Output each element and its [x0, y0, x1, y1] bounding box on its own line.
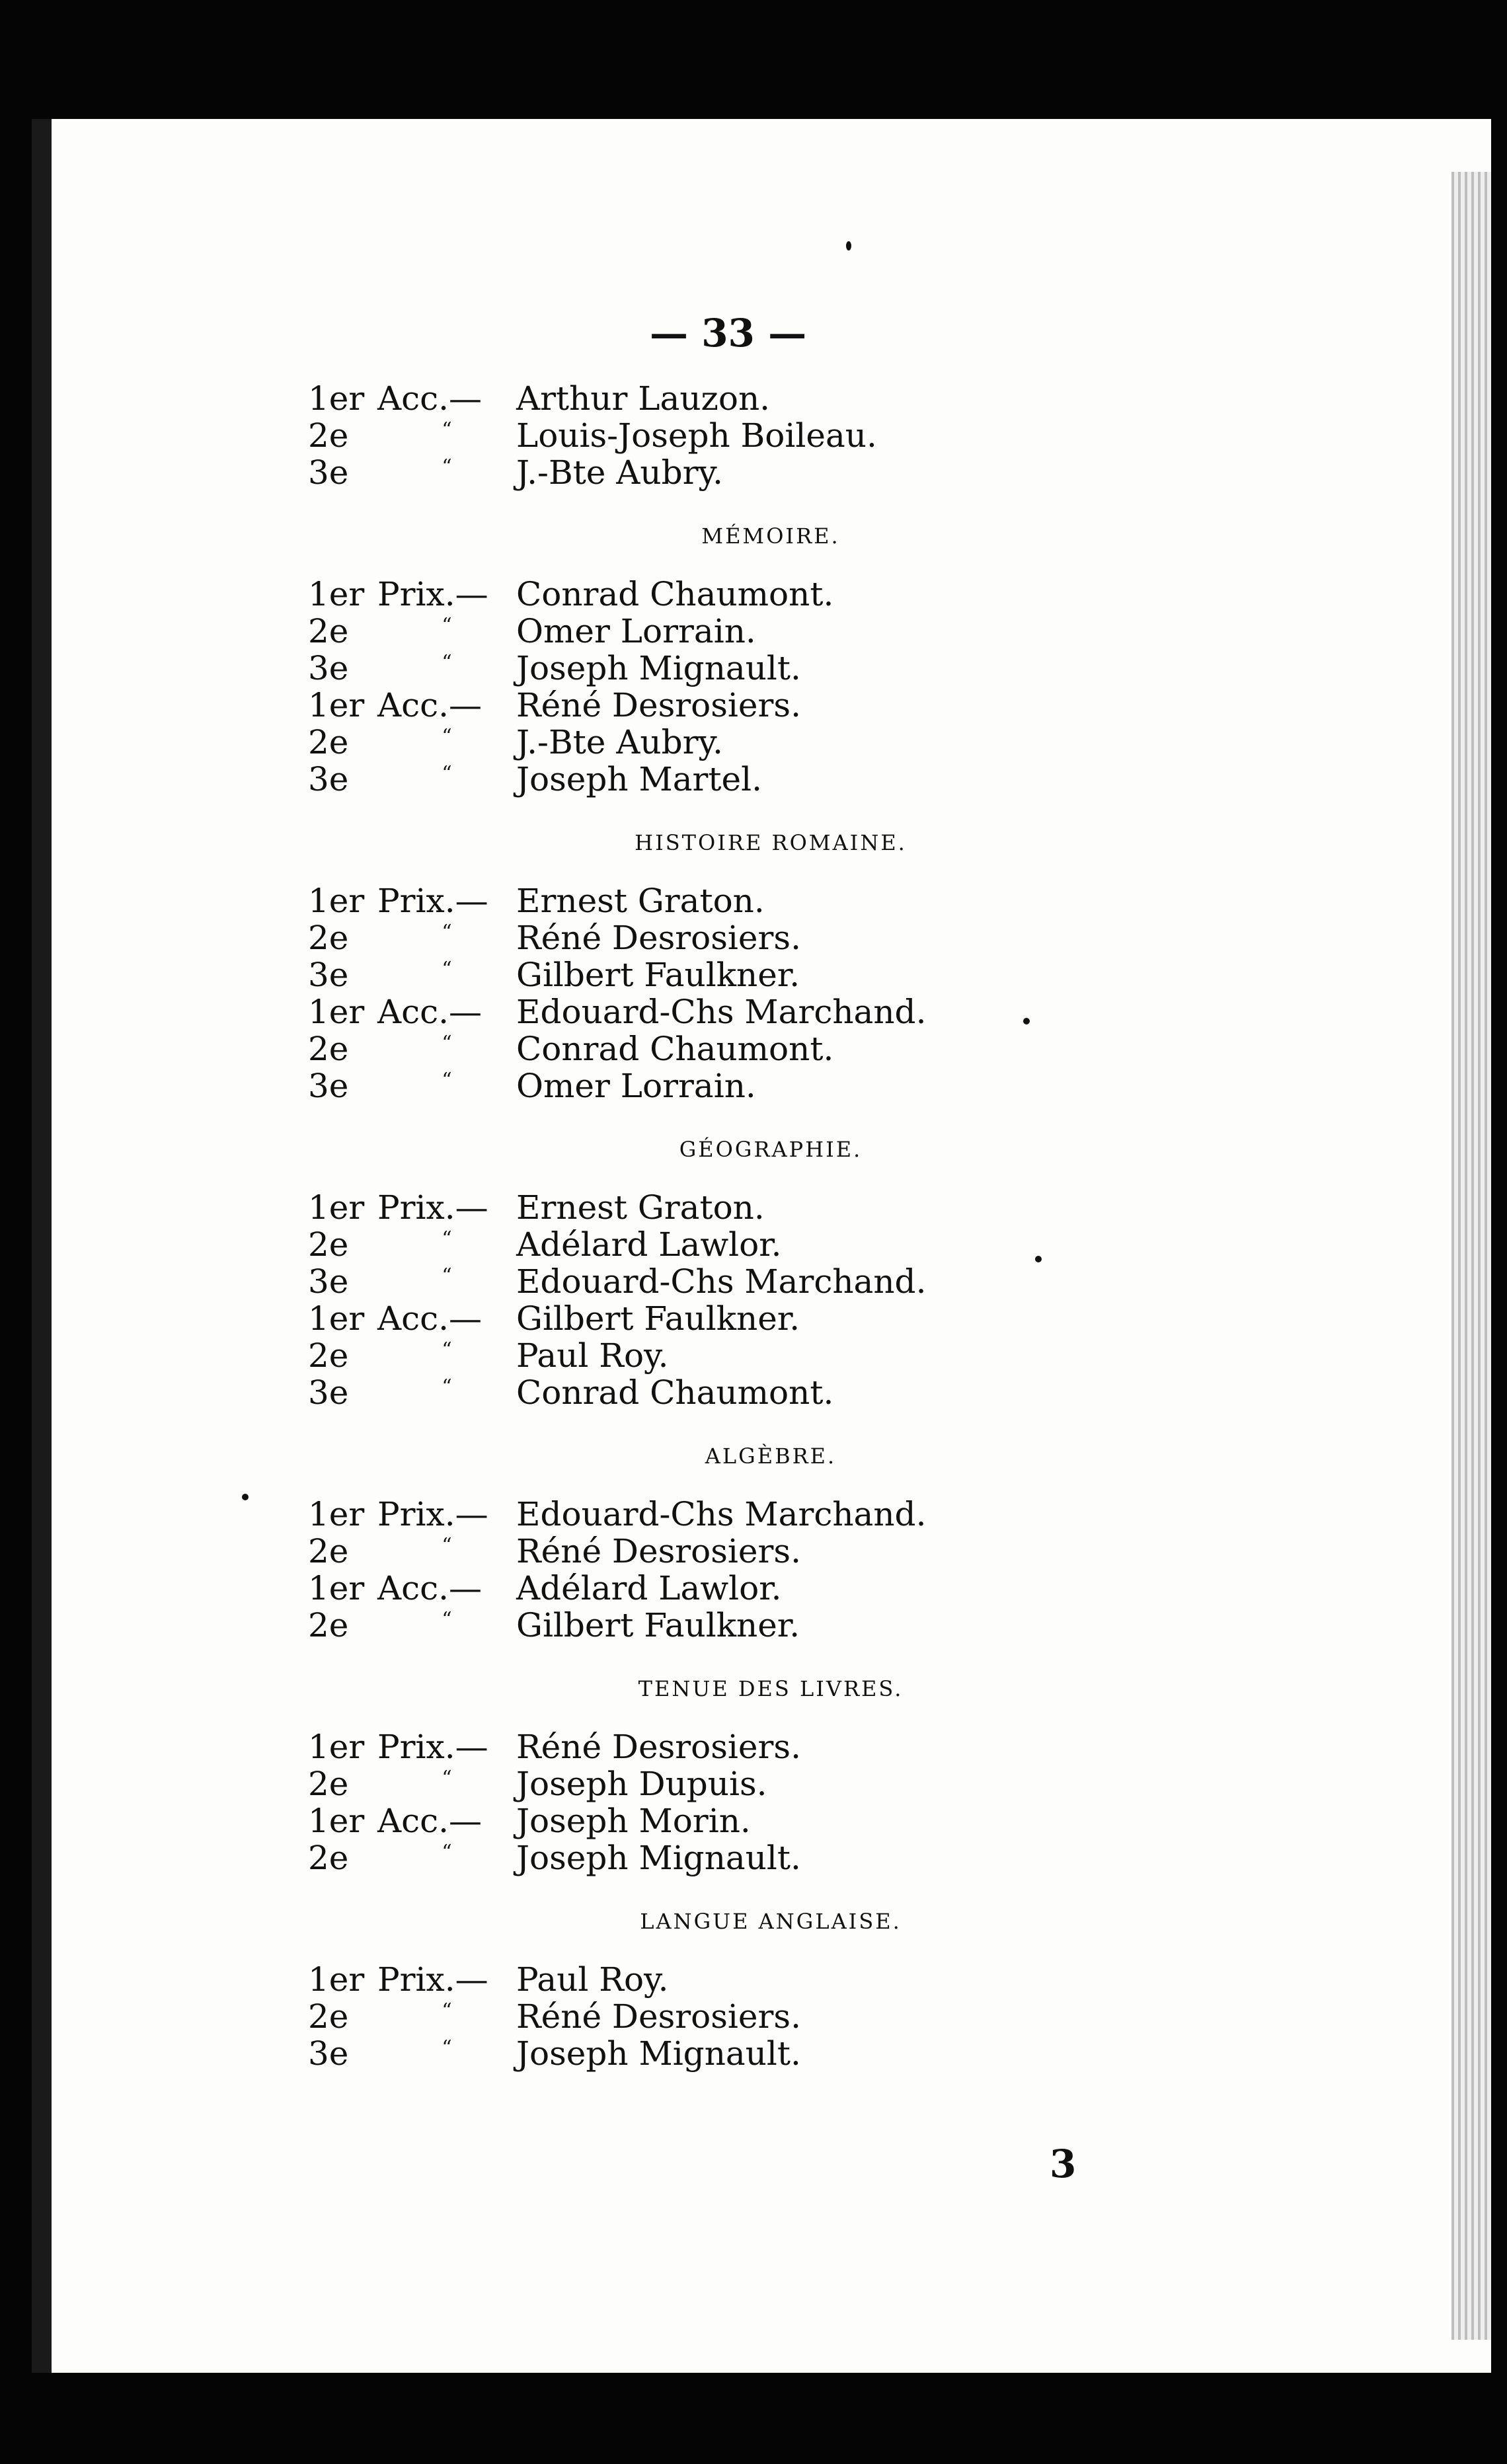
entry-rank: 1er [308, 1299, 365, 1338]
entry-award-type: Acc.— [377, 1569, 483, 1607]
entry-student-name: Joseph Martel. [516, 760, 762, 798]
entry-award-type: “ [442, 1999, 452, 2022]
entry-rank: 1er [308, 1188, 365, 1227]
prize-entry [308, 1337, 1035, 1374]
entry-award-type: “ [442, 418, 452, 442]
prize-entry [308, 1570, 1035, 1607]
entry-award-type: “ [442, 921, 452, 944]
entry-student-name: Joseph Mignault. [516, 649, 801, 687]
entry-student-name: Conrad Chaumont. [516, 1373, 834, 1412]
entry-rank: 3e [308, 1373, 349, 1412]
entry-student-name: Conrad Chaumont. [516, 1030, 834, 1068]
entry-award-type: “ [442, 1841, 452, 1864]
entry-student-name: Louis-Joseph Boileau. [516, 416, 877, 455]
entry-student-name: Adélard Lawlor. [516, 1569, 782, 1607]
entry-rank: 1er [308, 686, 365, 724]
entry-award-type: Acc.— [377, 686, 483, 724]
entry-student-name: Réné Desrosiers. [516, 919, 801, 957]
entry-rank: 1er [308, 1495, 365, 1533]
scan-speck [242, 1494, 249, 1500]
prize-entry [308, 650, 1035, 687]
section-heading: ALGÈBRE. [705, 1444, 837, 1469]
entry-rank: 2e [308, 1839, 349, 1877]
entry-student-name: Gilbert Faulkner. [516, 956, 800, 994]
entry-rank: 1er [308, 882, 365, 920]
entry-award-type: Prix.— [377, 575, 488, 613]
prize-entry [308, 1496, 1035, 1533]
prize-section [308, 1675, 1035, 1876]
entry-rank: 1er [308, 1960, 365, 1999]
page-left-edge [32, 119, 52, 2373]
prize-entry [308, 2035, 1035, 2072]
entry-rank: 3e [308, 1262, 349, 1301]
entry-award-type: “ [442, 1032, 452, 1055]
entry-award-type: Prix.— [377, 1728, 488, 1766]
entry-rank: 2e [308, 1532, 349, 1570]
entry-student-name: Omer Lorrain. [516, 1067, 756, 1105]
prize-entry [308, 1533, 1035, 1570]
entry-award-type: Prix.— [377, 1960, 488, 1999]
entry-rank: 2e [308, 416, 349, 455]
prize-entry [308, 724, 1035, 761]
prize-section [308, 523, 1035, 798]
entry-rank: 1er [308, 379, 365, 418]
prize-section [308, 1443, 1035, 1644]
entry-award-type: “ [442, 1375, 452, 1399]
entry-award-type: “ [442, 762, 452, 785]
prize-entry [308, 993, 1035, 1030]
prize-entry [308, 1300, 1035, 1337]
prize-entry [308, 380, 1035, 417]
prize-entry [308, 1067, 1035, 1104]
entry-rank: 1er [308, 993, 365, 1031]
prize-entry [308, 454, 1035, 491]
entry-student-name: Joseph Morin. [516, 1802, 751, 1840]
entry-award-type: “ [442, 651, 452, 674]
entry-rank: 1er [308, 1728, 365, 1766]
page-number: — 33 — [650, 311, 807, 356]
prize-entry [308, 1030, 1035, 1067]
prize-entry [308, 1189, 1035, 1226]
entry-student-name: Omer Lorrain. [516, 612, 756, 650]
entry-award-type: Prix.— [377, 882, 488, 920]
section-heading: TENUE DES LIVRES. [638, 1676, 904, 1701]
entry-award-type: “ [442, 1534, 452, 1557]
entry-student-name: J.-Bte Aubry. [516, 723, 723, 761]
prize-entry [308, 882, 1035, 919]
entry-student-name: Réné Desrosiers. [516, 1532, 801, 1570]
prize-entry [308, 761, 1035, 798]
entry-rank: 2e [308, 1336, 349, 1375]
entry-award-type: “ [442, 958, 452, 981]
entry-student-name: Réné Desrosiers. [516, 686, 801, 724]
entry-rank: 2e [308, 1765, 349, 1803]
entry-student-name: Adélard Lawlor. [516, 1225, 782, 1264]
entry-rank: 2e [308, 723, 349, 761]
entry-award-type: Acc.— [377, 993, 483, 1031]
book-page [32, 119, 1491, 2373]
section-heading: HISTOIRE ROMAINE. [635, 830, 907, 855]
entry-rank: 3e [308, 453, 349, 492]
prize-entry [308, 1263, 1035, 1300]
entry-student-name: Gilbert Faulkner. [516, 1606, 800, 1644]
entry-student-name: Joseph Dupuis. [516, 1765, 767, 1803]
prize-entry [308, 919, 1035, 956]
prize-entry [308, 687, 1035, 724]
prize-list [308, 380, 1035, 2072]
entry-student-name: Ernest Graton. [516, 1188, 765, 1227]
prize-entry [308, 1802, 1035, 1839]
prize-section [308, 1136, 1035, 1411]
entry-student-name: Réné Desrosiers. [516, 1997, 801, 2036]
entry-student-name: Conrad Chaumont. [516, 575, 834, 613]
entry-rank: 3e [308, 2034, 349, 2073]
entry-rank: 1er [308, 1569, 365, 1607]
entry-award-type: “ [442, 1227, 452, 1251]
prize-entry [308, 1374, 1035, 1411]
prize-entry [308, 1765, 1035, 1802]
section-heading: MÉMOIRE. [701, 523, 840, 549]
entry-award-type: Acc.— [377, 379, 483, 418]
entry-student-name: Arthur Lauzon. [516, 379, 771, 418]
prize-entry [308, 1998, 1035, 2035]
prize-entry [308, 576, 1035, 613]
entry-award-type: “ [442, 1767, 452, 1790]
prize-entry [308, 1226, 1035, 1263]
entry-rank: 2e [308, 1606, 349, 1644]
prize-entry [308, 613, 1035, 650]
entry-rank: 2e [308, 919, 349, 957]
entry-student-name: Gilbert Faulkner. [516, 1299, 800, 1338]
entry-award-type: Acc.— [377, 1299, 483, 1338]
entry-award-type: “ [442, 1608, 452, 1631]
entry-award-type: Prix.— [377, 1495, 488, 1533]
entry-award-type: “ [442, 1069, 452, 1092]
entry-rank: 3e [308, 1067, 349, 1105]
section-heading: GÉOGRAPHIE. [679, 1137, 863, 1162]
entry-rank: 3e [308, 649, 349, 687]
prize-section [308, 380, 1035, 491]
prize-section [308, 1908, 1035, 2072]
prize-entry [308, 1839, 1035, 1876]
page-stack-edge [1451, 172, 1491, 2340]
entry-award-type: “ [442, 1264, 452, 1288]
entry-student-name: Paul Roy. [516, 1336, 669, 1375]
prize-section [308, 829, 1035, 1104]
entry-student-name: Edouard-Chs Marchand. [516, 993, 927, 1031]
entry-rank: 2e [308, 612, 349, 650]
entry-award-type: “ [442, 614, 452, 637]
entry-student-name: Edouard-Chs Marchand. [516, 1262, 927, 1301]
scan-speck [1035, 1256, 1042, 1262]
entry-student-name: Joseph Mignault. [516, 2034, 801, 2073]
entry-rank: 1er [308, 1802, 365, 1840]
prize-entry [308, 1607, 1035, 1644]
prize-entry [308, 417, 1035, 454]
scan-speck [846, 241, 851, 250]
entry-rank: 3e [308, 956, 349, 994]
prize-entry [308, 1961, 1035, 1998]
entry-award-type: “ [442, 1338, 452, 1362]
entry-student-name: Joseph Mignault. [516, 1839, 801, 1877]
entry-rank: 3e [308, 760, 349, 798]
entry-student-name: Paul Roy. [516, 1960, 669, 1999]
entry-rank: 2e [308, 1225, 349, 1264]
entry-rank: 1er [308, 575, 365, 613]
entry-student-name: J.-Bte Aubry. [516, 453, 723, 492]
entry-student-name: Ernest Graton. [516, 882, 765, 920]
entry-award-type: “ [442, 725, 452, 748]
signature-mark: 3 [1050, 2141, 1077, 2186]
entry-student-name: Réné Desrosiers. [516, 1728, 801, 1766]
entry-student-name: Edouard-Chs Marchand. [516, 1495, 927, 1533]
entry-rank: 2e [308, 1997, 349, 2036]
prize-entry [308, 1728, 1035, 1765]
prize-entry [308, 956, 1035, 993]
entry-award-type: “ [442, 455, 452, 479]
entry-award-type: “ [442, 2036, 452, 2060]
entry-rank: 2e [308, 1030, 349, 1068]
entry-award-type: Acc.— [377, 1802, 483, 1840]
entry-award-type: Prix.— [377, 1188, 488, 1227]
section-heading: LANGUE ANGLAISE. [640, 1909, 902, 1934]
